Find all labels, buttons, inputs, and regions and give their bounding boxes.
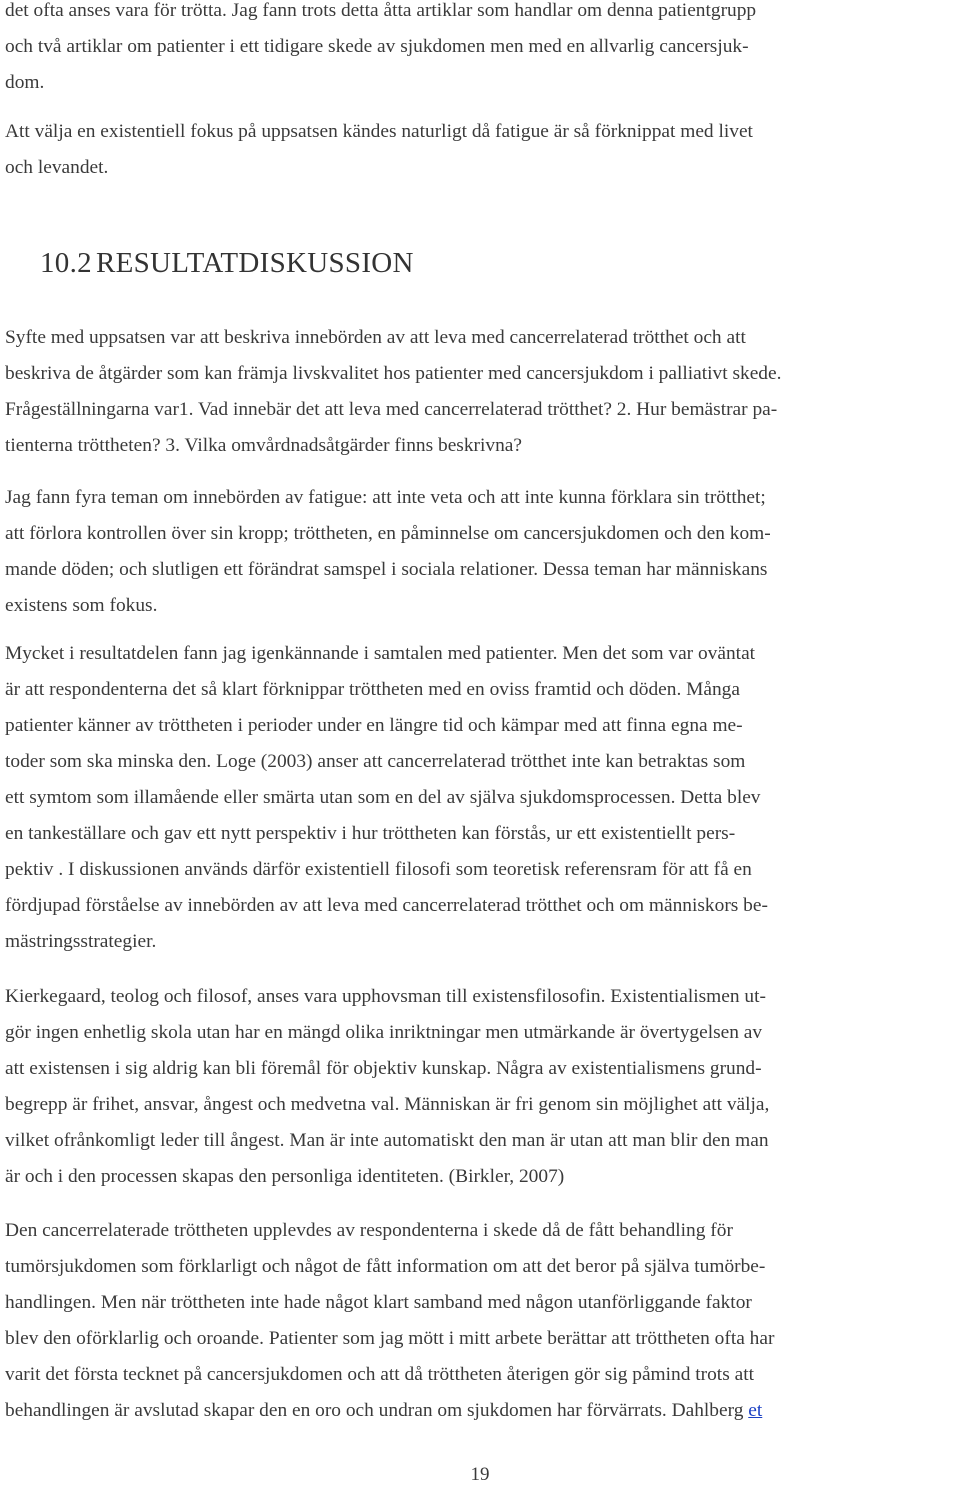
text-line: Kierkegaard, teolog och filosof, anses vara upphovsman till existensfilosofin. Existentialismen ut- [5, 986, 766, 1007]
text-line: begrepp är frihet, ansvar, ångest och medvetna val. Människan är fri genom sin möjlighet att välja, [5, 1094, 770, 1115]
text-line: att förlora kontrollen över sin kropp; tröttheten, en påminnelse om cancersjukdomen och den kom- [5, 523, 771, 544]
reference-link[interactable]: et [748, 1400, 763, 1421]
paragraph-kierkegaard [5, 979, 955, 1195]
text-line: behandlingen är avslutad skapar den en oro och undran om sjukdomen har förvärrats. Dahlberg [5, 1400, 749, 1421]
paragraph-themes [5, 480, 955, 624]
text-line: toder som ska minska den. Loge (2003) anser att cancerrelaterad trötthet inte kan betraktas som [5, 751, 746, 772]
text-line: ett symtom som illamående eller smärta utan som en del av själva sjukdomsprocessen. Detta blev [5, 787, 761, 808]
paragraph-experience [5, 1213, 955, 1429]
text-line: existens som fokus. [5, 595, 158, 616]
text-line: beskriva de åtgärder som kan främja livskvalitet hos patienter med cancersjukdom i palliativt skede. [5, 363, 782, 384]
paragraph-aim [5, 320, 955, 464]
section-number: 10.2 [40, 247, 92, 279]
text-line: tumörsjukdomen som förklarligt och något de fått information om att det beror på själva tumörbe- [5, 1256, 766, 1277]
text-line: dom. [5, 72, 45, 93]
paragraph-recognition [5, 636, 955, 960]
text-line: Jag fann fyra teman om innebörden av fatigue: att inte veta och att inte kunna förklara sin trötthet; [5, 487, 766, 508]
text-line: mästringsstrategier. [5, 931, 157, 952]
paragraph-existential-focus [5, 114, 955, 186]
text-line: gör ingen enhetlig skola utan har en mängd olika inriktningar men utmärkande är övertygelsen av [5, 1022, 763, 1043]
text-line: blev den oförklarlig och oroande. Patienter som jag mött i mitt arbete berättar att tröttheten ofta har [5, 1328, 775, 1349]
text-line: det ofta anses vara för trötta. Jag fann trots detta åtta artiklar som handlar om denna patientgrupp [5, 0, 757, 21]
page-number: 19 [470, 1464, 490, 1485]
text-line: Mycket i resultatdelen fann jag igenkännande i samtalen med patienter. Men det som var oväntat [5, 643, 756, 664]
text-line: Att välja en existentiell fokus på uppsatsen kändes naturligt då fatigue är så förknippat med livet [5, 121, 753, 142]
text-line: är att respondenterna det så klart förknippar tröttheten med en oviss framtid och döden. Många [5, 679, 740, 700]
text-line: handlingen. Men när tröttheten inte hade något klart samband med någon utanförliggande faktor [5, 1292, 752, 1313]
text-line: och levandet. [5, 157, 109, 178]
section-title: RESULTATDISKUSSION [95, 247, 414, 279]
text-line: pektiv . I diskussionen används därför existentiell filosofi som teoretisk referensram för att få en [5, 859, 752, 880]
paragraph-intro-continued [5, 0, 955, 101]
text-line: vilket ofrånkomligt leder till ångest. Man är inte automatiskt den man är utan att man blir den man [5, 1130, 769, 1151]
text-line: tienterna tröttheten? 3. Vilka omvårdnadsåtgärder finns beskrivna? [5, 435, 522, 456]
text-line: att existensen i sig aldrig kan bli föremål för objektiv kunskap. Några av existentialismens grund- [5, 1058, 762, 1079]
text-line: och två artiklar om patienter i ett tidigare skede av sjukdomen men med en allvarlig cancersjuk- [5, 36, 749, 57]
text-line: mande döden; och slutligen ett förändrat samspel i sociala relationer. Dessa teman har människans [5, 559, 768, 580]
text-line: Den cancerrelaterade tröttheten upplevdes av respondenterna i skede då de fått behandling för [5, 1220, 733, 1241]
text-line: en tankeställare och gav ett nytt perspektiv i hur tröttheten kan förstås, ur ett existentiellt pers- [5, 823, 736, 844]
text-line: patienter känner av tröttheten i perioder under en längre tid och kämpar med att finna egna me- [5, 715, 743, 736]
text-line: är och i den processen skapas den personliga identiteten. (Birkler, 2007) [5, 1166, 565, 1187]
text-line: Syfte med uppsatsen var att beskriva innebörden av att leva med cancerrelaterad trötthet och att [5, 327, 746, 348]
section-heading [40, 242, 414, 284]
text-line: varit det första tecknet på cancersjukdomen och att då tröttheten återigen gör sig påmind trots att [5, 1364, 754, 1385]
text-line: Frågeställningarna var1. Vad innebär det att leva med cancerrelaterad trötthet? 2. Hur bemästrar pa- [5, 399, 778, 420]
text-line: fördjupad förståelse av innebörden av att leva med cancerrelaterad trötthet och om människors be- [5, 895, 768, 916]
text-line-with-link [5, 1393, 955, 1429]
